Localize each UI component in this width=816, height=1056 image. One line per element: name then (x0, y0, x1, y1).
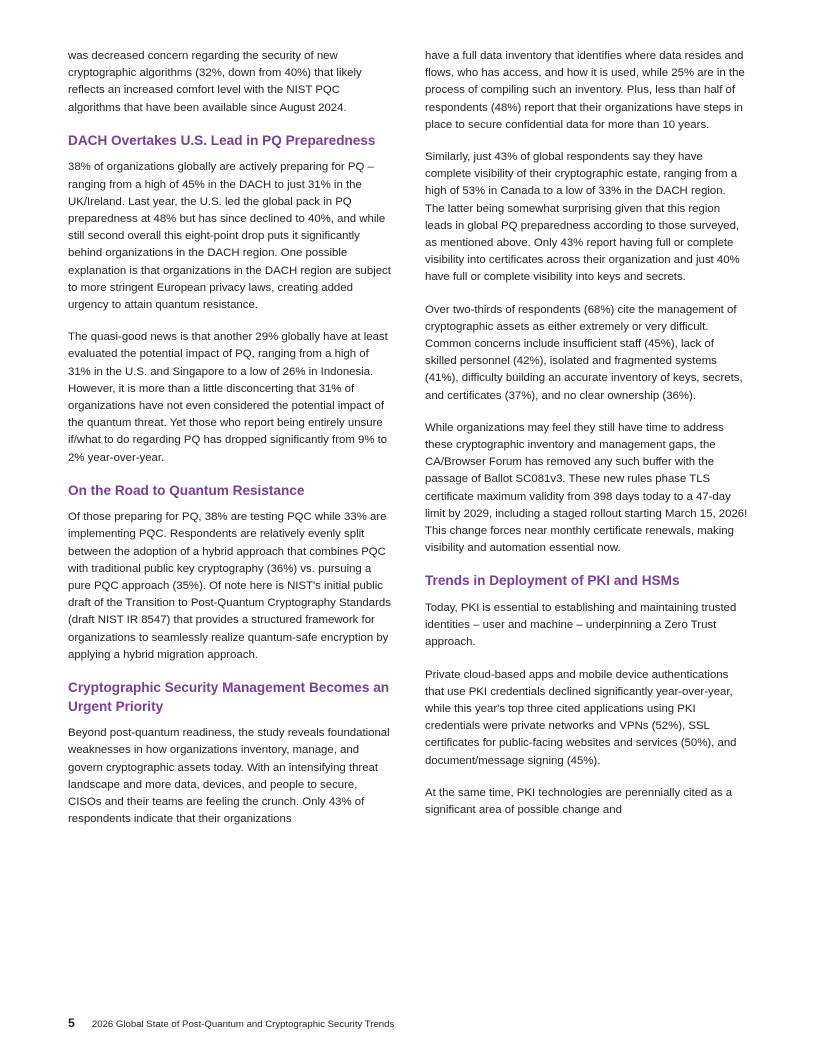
section-heading: On the Road to Quantum Resistance (68, 482, 305, 498)
paragraph: was decreased concern regarding the security of new cryptographic algorithms (32%, down from 40%) that likely reflects an increased comfort level with the NIST PQC algorithms that have been available since August 2024. (68, 50, 362, 114)
paragraph: The quasi-good news is that another 29% globally have at least evaluated the potential impact of PQ, ranging from a high of 31% in the U.S. and Singapore to a low of 26% in Indonesia. However, it is more than a little disconcerting that 31% of organizations have not even considered the potential impact of the quantum threat. Yet those who report being entirely unsure if/what to do regarding PQ has dropped significantly from 9% to 2% year-over-year. (68, 331, 388, 464)
right-column (425, 48, 748, 834)
page-footer (68, 1016, 394, 1030)
paragraph: Private cloud-based apps and mobile device authentications that use PKI credentials declined significantly year-over-year, while this year's top three cited applications using PKI credentials were private networks and VPNs (52%), SSL certificates for public-facing websites and services (50%), and document/message signing (45%). (425, 668, 737, 767)
left-column (68, 48, 391, 843)
paragraph: Today, PKI is essential to establishing and maintaining trusted identities – user and machine – underpinning a Zero Trust approach. (425, 601, 737, 649)
section-heading: DACH Overtakes U.S. Lead in PQ Preparedness (68, 132, 376, 148)
paragraph: 38% of organizations globally are actively preparing for PQ – ranging from a high of 45% in the DACH to just 31% in the UK/Ireland. Last year, the U.S. led the global pack in PQ preparedness at 48% but has since declined to 40%, and while still second overall this eight-point drop puts it significantly behind organizations in the DACH region. One possible explanation is that organizations in the DACH region are subject to more stringent European privacy laws, creating added urgency to attain quantum resistance. (68, 161, 391, 311)
paragraph: Of those preparing for PQ, 38% are testing PQC while 33% are implementing PQC. Respondents are relatively evenly split between the adoption of a hybrid approach that combines PQC with traditional public key cryptography (36%) vs. pursuing a pure PQC approach (35%). Of note here is NIST's initial public draft of the Transition to Post-Quantum Cryptography Standards (draft NIST IR 8547) that provides a structured framework for organizations to seamlessly realize quantum-safe encryption by applying a hybrid migration approach. (68, 511, 391, 661)
footer-title: 2026 Global State of Post-Quantum and Cryptographic Security Trends (91, 1019, 395, 1030)
paragraph: Similarly, just 43% of global respondents say they have complete visibility of their cryptographic estate, ranging from a high of 53% in Canada to a low of 33% in the DACH region. The latter being somewhat surprising given that this region leads in global PQ preparedness according to those surveyed, as mentioned above. Only 43% report having full or complete visibility into certificates across their organization and just 40% have full or complete visibility into keys and secrets. (425, 151, 740, 284)
paragraph: have a full data inventory that identifies where data resides and flows, who has access, and how it is used, while 25% are in the process of compiling such an inventory. Plus, less than half of respondents (48%) report that their organizations have steps in place to secure confidential data for more than 10 years. (425, 50, 745, 131)
paragraph: While organizations may feel they still have time to address these cryptographic inventory and management gaps, the CA/Browser Forum has removed any such buffer with the passage of Ballot SC081v3. These new rules phase TLS certificate maximum validity from 398 days today to a 47-day limit by 2029, including a staged rollout starting March 15, 2026! This change forces near monthly certificate renewals, making visibility and automation essential now. (425, 421, 748, 555)
page-number: 5 (68, 1016, 75, 1030)
section-heading: Cryptographic Security Management Becomes an Urgent Priority (68, 680, 390, 714)
paragraph: At the same time, PKI technologies are perennially cited as a significant area of possible change and (425, 786, 733, 817)
paragraph: Over two-thirds of respondents (68%) cite the management of cryptographic assets as either extremely or very difficult. Common concerns include insufficient staff (45%), lack of skilled personnel (42%), isolated and fragmented systems (41%), difficulty building an accurate inventory of keys, secrets, and certificates (37%), and no clear ownership (36%). (425, 303, 743, 402)
paragraph: Beyond post-quantum readiness, the study reveals foundational weaknesses in how organizations inventory, manage, and govern cryptographic assets today. With an intensifying threat landscape and more data, devices, and people to secure, CISOs and their teams are feeling the crunch. Only 43% of respondents indicate that their organizations (68, 727, 390, 826)
two-column-layout (68, 48, 748, 843)
section-heading: Trends in Deployment of PKI and HSMs (425, 573, 680, 589)
